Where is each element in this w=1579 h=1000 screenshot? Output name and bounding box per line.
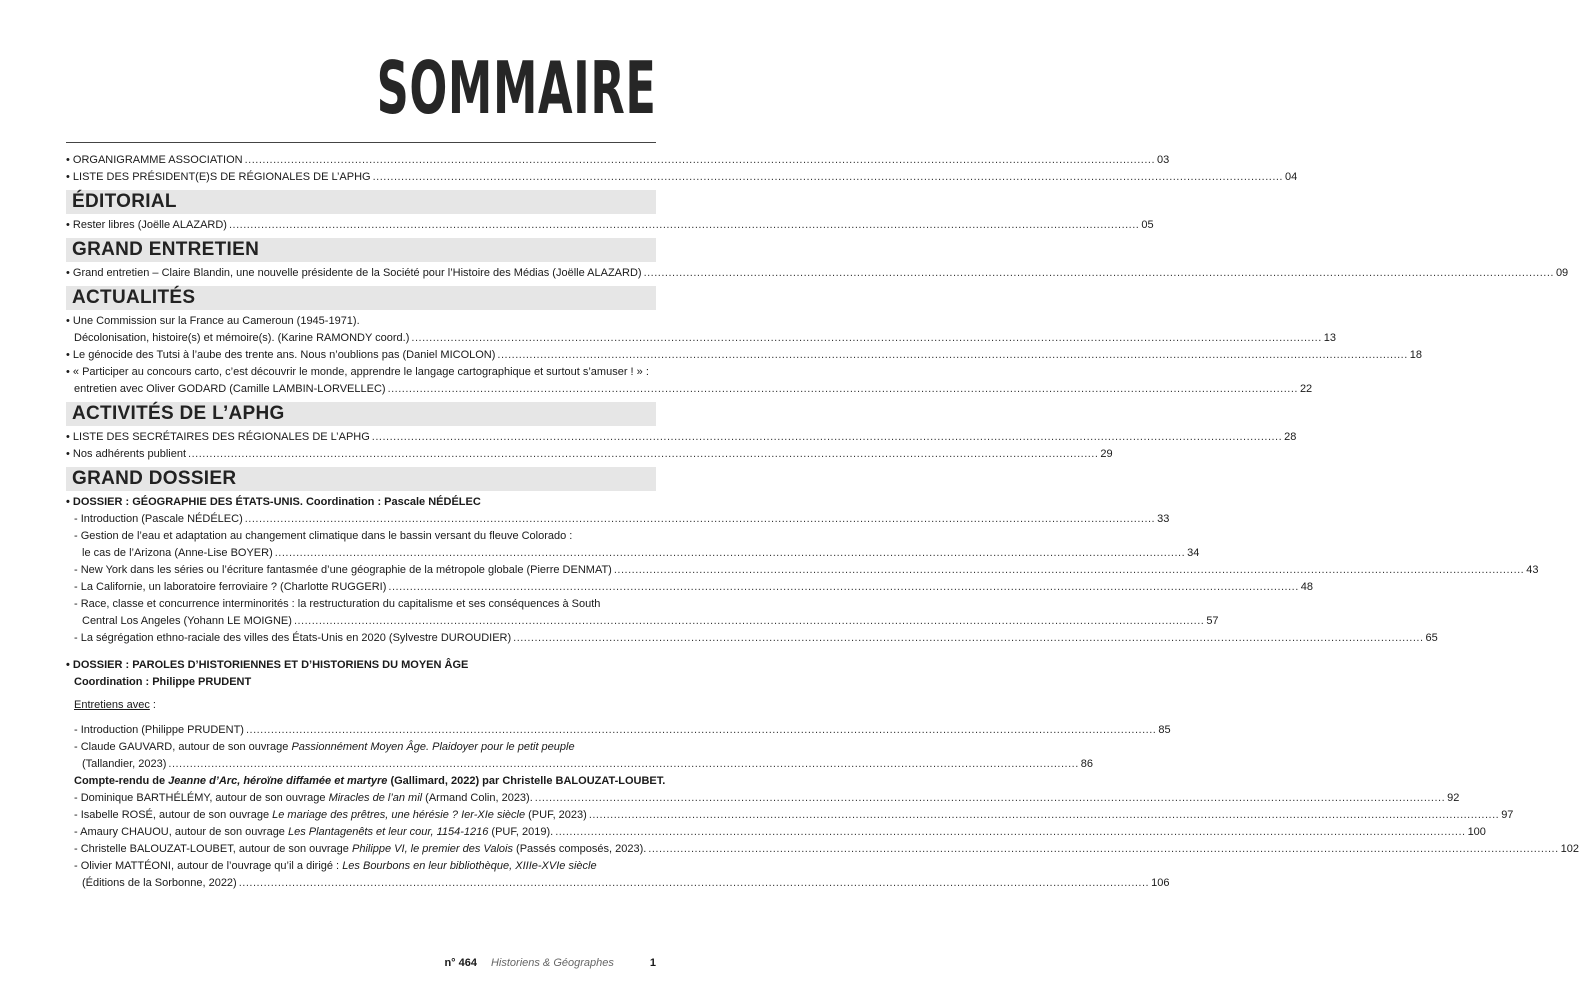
compte-rendu-jeanne-darc: Compte-rendu de Jeanne d’Arc, héroïne diffamée et martyre (Gallimard, 2022) par Christelle BALOUZAT-LOUBET. [74, 775, 666, 787]
toc-entry-genocide-tutsi[interactable]: • Le génocide des Tutsi à l’aube des trente ans. Nous n’oublions pas (Daniel MICOLON) ..... 18 [66, 347, 656, 364]
toc-entry-colorado-line2[interactable]: le cas de l’Arizona (Anne-Lise BOYER) ..... 34 [66, 545, 656, 562]
entretiens-label: Entretiens avec : [74, 699, 156, 711]
toc-entry-los-angeles-line1[interactable]: - Race, classe et concurrence interminorités : la restructuration du capitalisme et ses conséquences à South [74, 598, 601, 610]
toc-entry-matteoni-line2[interactable]: (Éditions de la Sorbonne, 2022) ..... 106 [66, 875, 656, 892]
dossier-moyen-age-coordination: Coordination : Philippe PRUDENT [74, 676, 252, 688]
toc-entry-concours-carto-line2[interactable]: entretien avec Oliver GODARD (Camille LAMBIN-LORVELLEC) ..... 22 [66, 381, 656, 398]
page-footer [444, 957, 656, 969]
toc-entry-gauvard-line2[interactable]: (Tallandier, 2023) ..... 86 [66, 756, 656, 773]
title-divider [66, 142, 656, 143]
toc-entry-balouzat-loubet[interactable]: - Christelle BALOUZAT-LOUBET, autour de son ouvrage Philippe VI, le premier des Valois (Passés composés, 2023). ..... 102 [66, 841, 656, 858]
toc-entry-californie[interactable]: - La Californie, un laboratoire ferroviaire ? (Charlotte RUGGERI) ..... 48 [66, 579, 656, 596]
toc-entry-organigramme[interactable]: • ORGANIGRAMME ASSOCIATION ..... 03 [66, 152, 656, 169]
toc-entry-barthelemy[interactable]: - Dominique BARTHÉLÉMY, autour de son ouvrage Miracles de l’an mil (Armand Colin, 2023). ..... 92 [66, 790, 656, 807]
toc-entry-adherents-publient[interactable]: • Nos adhérents publient ..... 29 [66, 446, 656, 463]
toc-entry-grand-entretien[interactable]: • Grand entretien – Claire Blandin, une nouvelle présidente de la Société pour l’Histoire des Médias (Joëlle ALAZARD) ..... 09 [66, 265, 656, 282]
toc-entry-gauvard-line1[interactable]: - Claude GAUVARD, autour de son ouvrage Passionnément Moyen Âge. Plaidoyer pour le petit peuple [74, 741, 575, 753]
toc-entry-moyen-age-introduction[interactable]: - Introduction (Philippe PRUDENT) ..... 85 [66, 722, 656, 739]
dossier-usa-title: • DOSSIER : GÉOGRAPHIE DES ÉTATS-UNIS. Coordination : Pascale NÉDÉLEC [66, 496, 481, 508]
section-heading-grand-dossier: GRAND DOSSIER [66, 467, 656, 491]
page-number: 1 [649, 957, 656, 969]
journal-name: Historiens & Géographes [490, 957, 614, 969]
toc-entry-usa-introduction[interactable]: - Introduction (Pascale NÉDÉLEC) ..... 33 [66, 511, 656, 528]
toc-entry-concours-carto-line1[interactable]: • « Participer au concours carto, c’est découvrir le monde, apprendre le langage cartographique et surtout s’amuser ! » : [66, 366, 649, 378]
toc-entry-matteoni-line1[interactable]: - Olivier MATTÉONI, autour de l’ouvrage qu’il a dirigé : Les Bourbons en leur bibliothèque, XIIIe-XVIe siècle [74, 860, 597, 872]
section-heading-actualites: ACTUALITÉS [66, 286, 656, 310]
toc-entry-rose[interactable]: - Isabelle ROSÉ, autour de son ouvrage Le mariage des prêtres, une hérésie ? Ier-XIe siècle (PUF, 2023) ..... 97 [66, 807, 656, 824]
toc-entry-cameroun-line1[interactable]: • Une Commission sur la France au Cameroun (1945-1971). [66, 315, 360, 327]
dossier-moyen-age-title: • DOSSIER : PAROLES D’HISTORIENNES ET D’HISTORIENS DU MOYEN ÂGE [66, 659, 469, 671]
toc-entry-secretaires[interactable]: • LISTE DES SECRÉTAIRES DES RÉGIONALES DE L’APHG ..... 28 [66, 429, 656, 446]
section-heading-activites: ACTIVITÉS DE L’APHG [66, 402, 656, 426]
toc-entry-cameroun-line2[interactable]: Décolonisation, histoire(s) et mémoire(s). (Karine RAMONDY coord.) ..... 13 [66, 330, 656, 347]
section-heading-editorial: ÉDITORIAL [66, 190, 656, 214]
toc-entry-rester-libres[interactable]: • Rester libres (Joëlle ALAZARD) ..... 05 [66, 217, 656, 234]
page-title: SOMMAIRE [376, 46, 656, 130]
toc-entry-chauou[interactable]: - Amaury CHAUOU, autour de son ouvrage Les Plantagenêts et leur cour, 1154-1216 (PUF, 2019). ..... 100 [66, 824, 656, 841]
section-heading-grand-entretien: GRAND ENTRETIEN [66, 238, 656, 262]
table-of-contents [66, 152, 1579, 892]
toc-entry-new-york[interactable]: - New York dans les séries ou l’écriture fantasmée d’une géographie de la métropole globale (Pierre DENMAT) ..... 43 [66, 562, 656, 579]
toc-entry-los-angeles-line2[interactable]: Central Los Angeles (Yohann LE MOIGNE) ..... 57 [66, 613, 656, 630]
toc-entry-presidents[interactable]: • LISTE DES PRÉSIDENT(E)S DE RÉGIONALES DE L’APHG ..... 04 [66, 169, 656, 186]
issue-number: n° 464 [444, 957, 477, 969]
toc-entry-segregation[interactable]: - La ségrégation ethno-raciale des villes des États-Unis en 2020 (Sylvestre DUROUDIER) ..... 65 [66, 630, 656, 647]
toc-entry-colorado-line1[interactable]: - Gestion de l’eau et adaptation au changement climatique dans le bassin versant du fleuve Colorado : [74, 530, 573, 542]
